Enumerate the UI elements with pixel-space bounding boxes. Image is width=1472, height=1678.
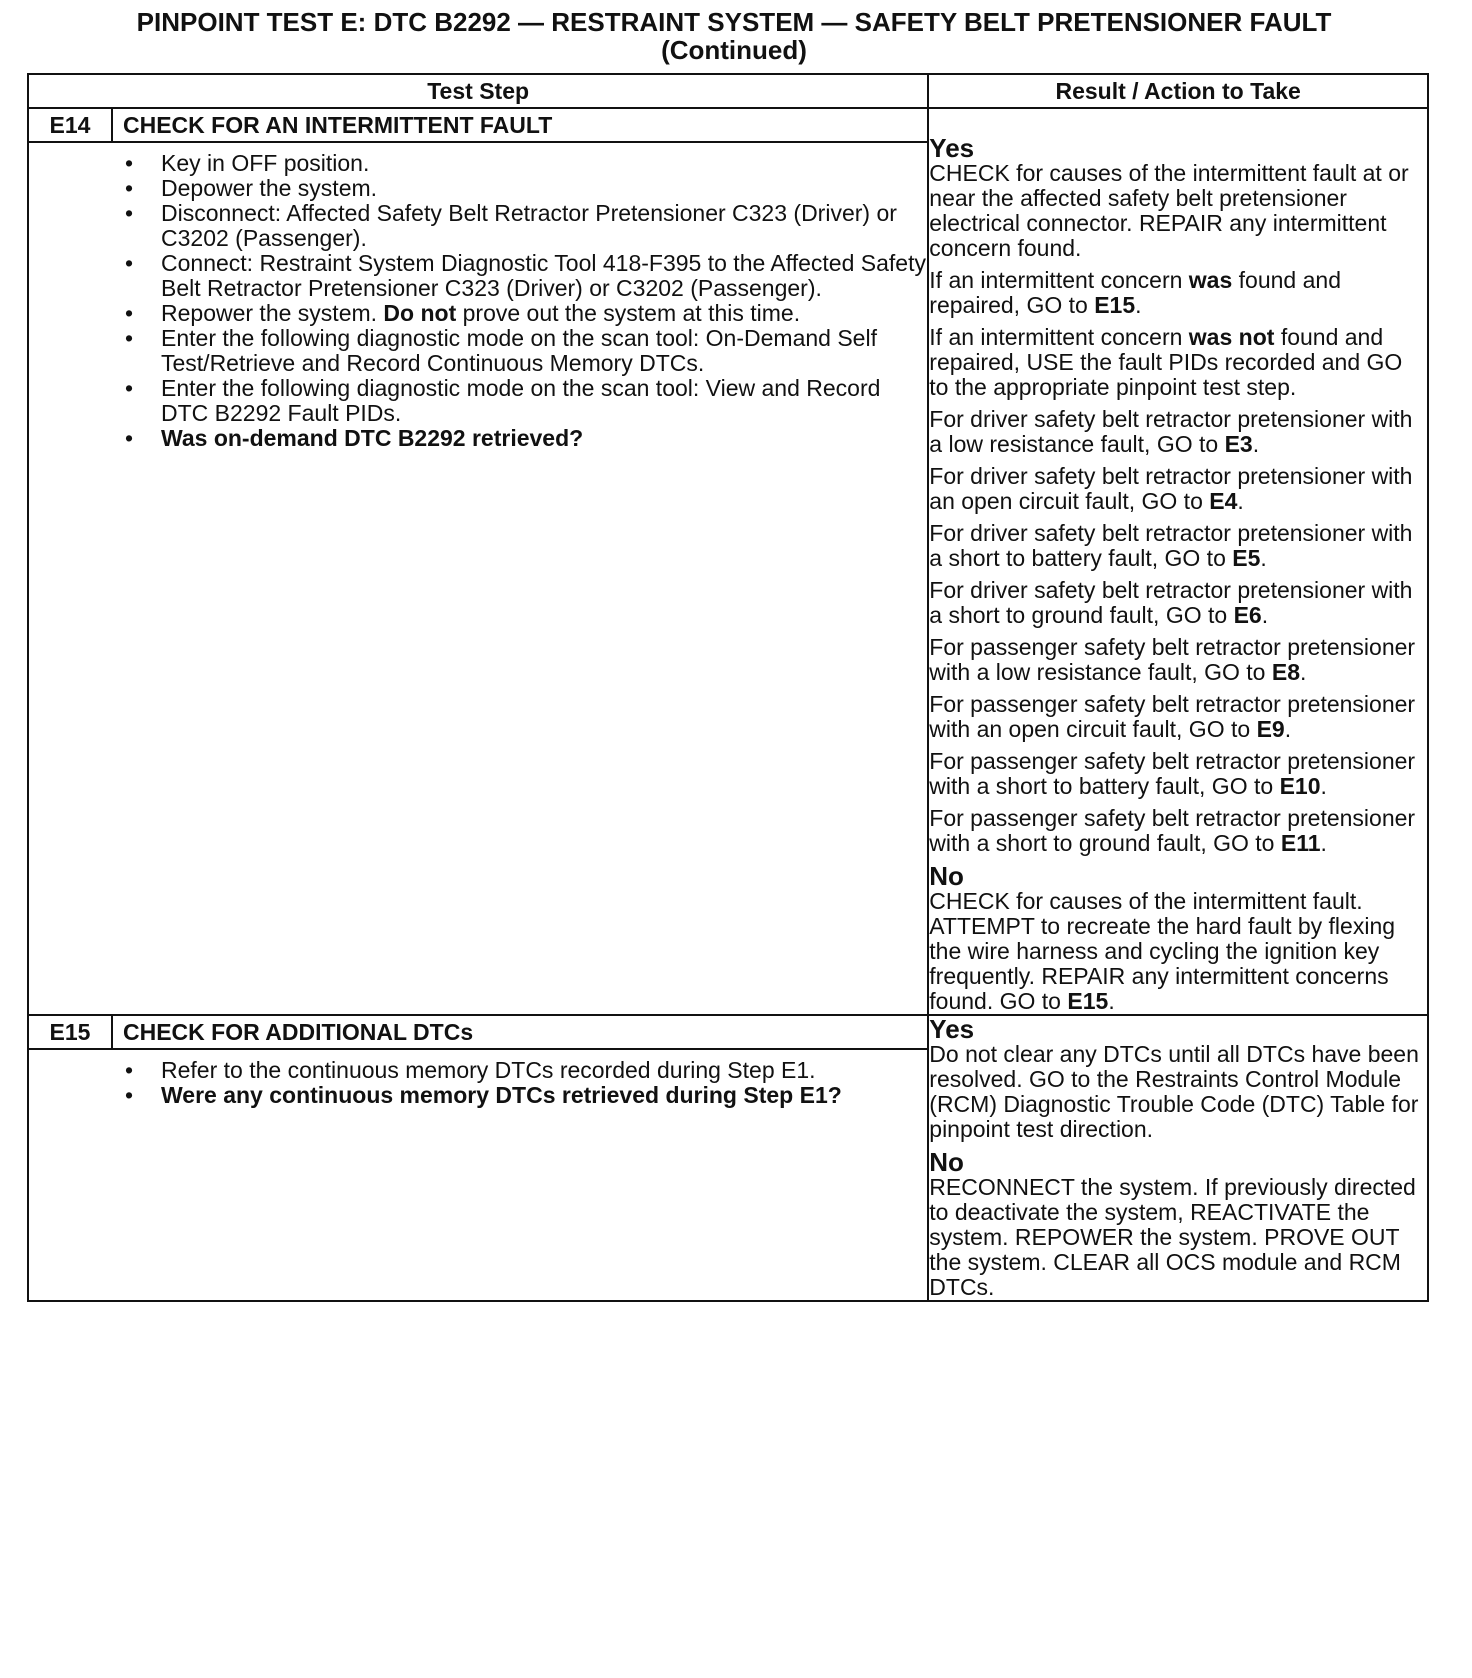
list-item: • Enter the following diagnostic mode on the scan tool: View and Record DTC B2292 Fault PIDs. [161,376,927,426]
e15-step-list [29,1058,927,1108]
e15-no-text: RECONNECT the system. If previously directed to deactivate the system, REACTIVATE the system. REPOWER the system. PROVE OUT the system. CLEAR all OCS module and RCM DTCs. [929,1174,1416,1300]
step-e15-header-row [28,1015,1428,1049]
e14-route-5: For passenger safety belt retractor pretensioner with a low resistance fault, GO to E8. [929,634,1416,685]
step-e15-steps-cell [28,1049,928,1301]
e15-yes-text: Do not clear any DTCs until all DTCs have been resolved. GO to the Restraints Control Module (RCM) Diagnostic Trouble Code (DTC) Table for pinpoint test direction. [929,1041,1419,1142]
step-e14-header-row [28,108,1428,142]
pinpoint-test-table [27,73,1429,1302]
e14-yes-label: Yes [929,133,975,163]
list-item: • Were any continuous memory DTCs retrieved during Step E1? [161,1083,927,1108]
title-line-2: (Continued) [661,35,807,65]
step-e15-result-cell [928,1015,1428,1301]
e14-intermittent-not-found: If an intermittent concern was not found and repaired, USE the fault PIDs recorded and GO to the appropriate pinpoint test step. [929,324,1403,400]
e14-yes-text: CHECK for causes of the intermittent fault at or near the affected safety belt pretensioner electrical connector. REPAIR any intermittent concern found. [929,160,1409,261]
list-item: • Enter the following diagnostic mode on the scan tool: On-Demand Self Test/Retrieve and Record Continuous Memory DTCs. [161,326,927,376]
table-header-row [28,74,1428,108]
e14-route-3: For driver safety belt retractor pretensioner with a short to battery fault, GO to E5. [929,520,1413,571]
step-e14-steps-cell [28,142,928,1015]
list-item: • Disconnect: Affected Safety Belt Retractor Pretensioner C323 (Driver) or C3202 (Passenger). [161,201,927,251]
title-line-1: PINPOINT TEST E: DTC B2292 — RESTRAINT SYSTEM — SAFETY BELT PRETENSIONER FAULT [136,7,1332,37]
step-e14-title-cell [28,108,928,142]
e14-route-6: For passenger safety belt retractor pretensioner with an open circuit fault, GO to E9. [929,691,1416,742]
list-item: • Repower the system. Do not prove out the system at this time. [161,301,927,326]
header-test-step: Test Step [28,74,928,108]
e14-no-text: CHECK for causes of the intermittent fault. ATTEMPT to recreate the hard fault by flexing the wire harness and cycling the ignition key frequently. REPAIR any intermittent concerns found. GO to E15. [929,888,1396,1014]
e15-no-label: No [929,1147,964,1177]
list-item: • Refer to the continuous memory DTCs recorded during Step E1. [161,1058,927,1083]
header-result: Result / Action to Take [928,74,1428,108]
e14-step-list [29,151,927,451]
e14-route-8: For passenger safety belt retractor pretensioner with a short to ground fault, GO to E11. [929,805,1416,856]
list-item: • Key in OFF position. [161,151,927,176]
step-e14-result-cell [928,108,1428,1015]
e14-route-4: For driver safety belt retractor pretensioner with a short to ground fault, GO to E6. [929,577,1413,628]
step-e15-id: E15 [29,1016,113,1048]
e14-route-2: For driver safety belt retractor pretensioner with an open circuit fault, GO to E4. [929,463,1413,514]
page-title [28,8,1440,64]
e15-yes-label: Yes [929,1014,975,1044]
step-e15-title-cell [28,1015,928,1049]
list-item: • Was on-demand DTC B2292 retrieved? [161,426,927,451]
e14-intermittent-found: If an intermittent concern was found and repaired, GO to E15. [929,267,1341,318]
list-item: • Depower the system. [161,176,927,201]
e14-route-7: For passenger safety belt retractor pretensioner with a short to battery fault, GO to E10. [929,748,1416,799]
step-e14-id: E14 [29,109,113,141]
e14-no-label: No [929,861,964,891]
list-item: • Connect: Restraint System Diagnostic Tool 418-F395 to the Affected Safety Belt Retractor Pretensioner C323 (Driver) or C3202 (Passenger). [161,251,927,301]
step-e15-name: CHECK FOR ADDITIONAL DTCs [123,1018,474,1045]
e14-route-1: For driver safety belt retractor pretensioner with a low resistance fault, GO to E3. [929,406,1413,457]
step-e14-name: CHECK FOR AN INTERMITTENT FAULT [123,111,553,138]
